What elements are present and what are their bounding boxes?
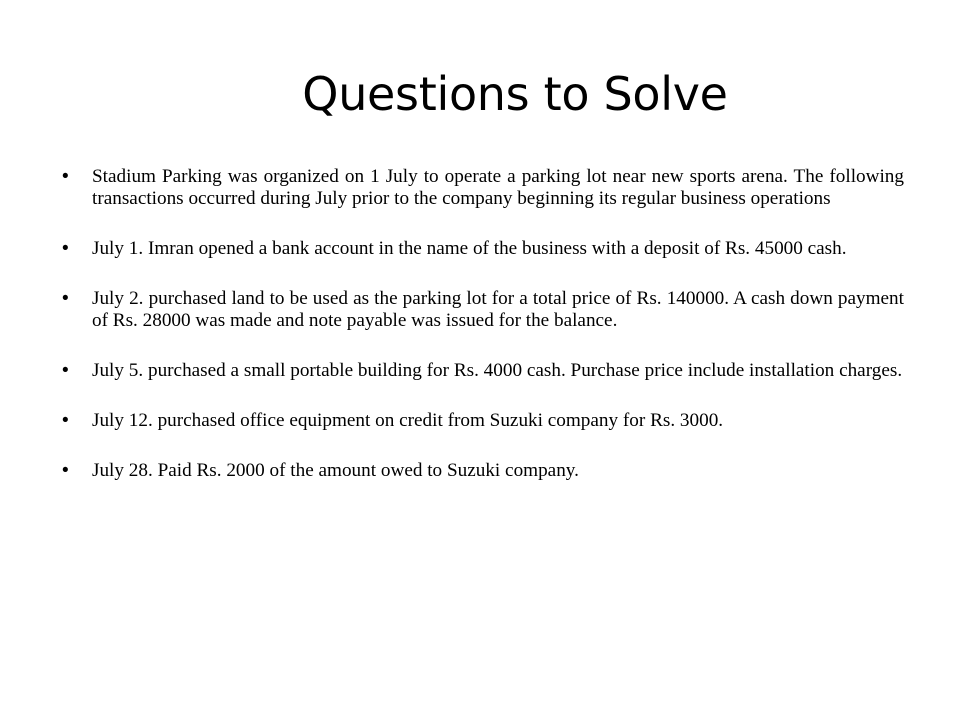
bullet-text: July 5. purchased a small portable building for Rs. 4000 cash. Purchase price include installation charges. <box>92 360 903 381</box>
bullet-text: July 12. purchased office equipment on credit from Suzuki company for Rs. 3000. <box>92 410 724 431</box>
bullet-item-july-1 <box>62 238 904 260</box>
bullet-dot-icon: • <box>62 410 69 431</box>
bullet-item-july-12 <box>62 410 904 432</box>
bullet-item-july-28 <box>62 460 904 482</box>
bullet-dot-icon: • <box>62 238 69 259</box>
bullet-dot-icon: • <box>62 288 69 309</box>
bullet-text: July 2. purchased land to be used as the parking lot for a total price of Rs. 140000. A cash down payment of Rs. 28000 was made and note payable was issued for the balance. <box>92 288 904 331</box>
bullet-dot-icon: • <box>62 360 69 381</box>
bullet-text: July 28. Paid Rs. 2000 of the amount owed to Suzuki company. <box>92 460 579 481</box>
bullet-dot-icon: • <box>62 166 69 187</box>
bullet-text: July 1. Imran opened a bank account in the name of the business with a deposit of Rs. 45000 cash. <box>92 238 847 259</box>
bullet-item-intro <box>62 166 904 210</box>
bullet-text: Stadium Parking was organized on 1 July to operate a parking lot near new sports arena. The following transactions occurred during July prior to the company beginning its regular business operations <box>92 166 904 209</box>
bullet-dot-icon: • <box>62 460 69 481</box>
bullet-item-july-2 <box>62 288 904 332</box>
bullet-item-july-5 <box>62 360 904 382</box>
bullet-list <box>62 166 904 510</box>
slide-title: Questions to Solve <box>302 67 728 121</box>
